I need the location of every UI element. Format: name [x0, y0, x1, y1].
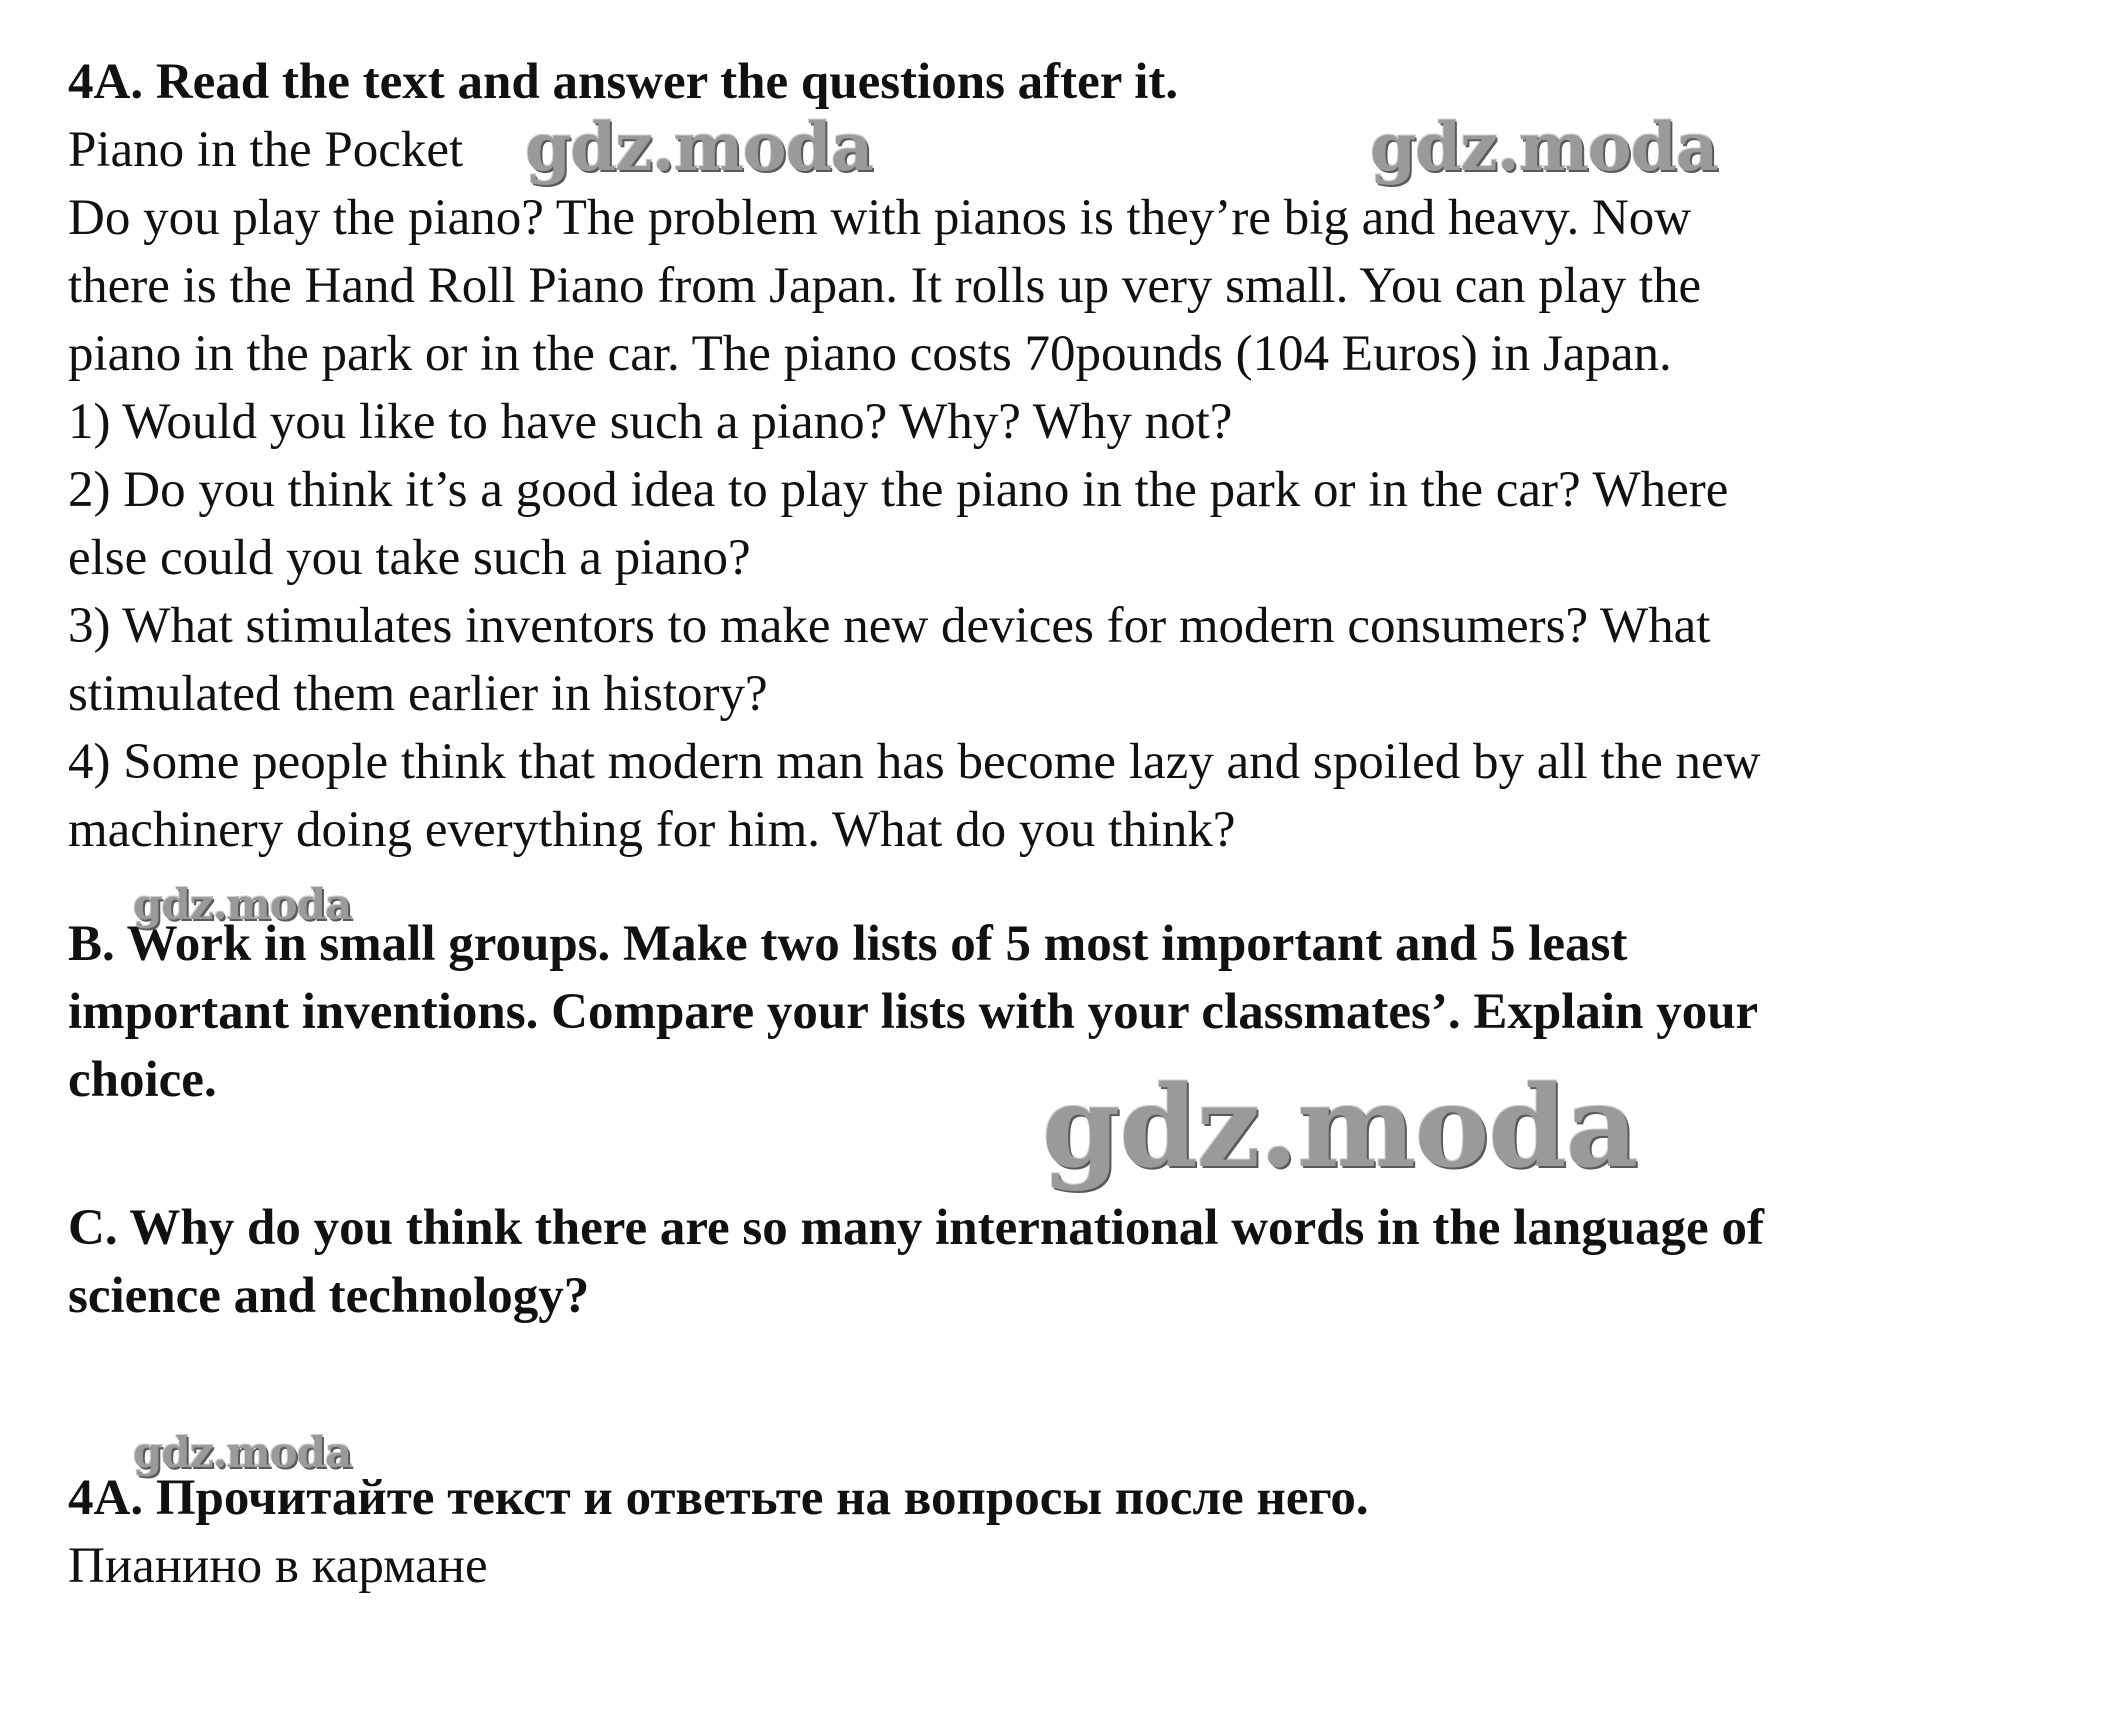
section-b-task [68, 910, 2078, 1114]
paragraph-line: there is the Hand Roll Piano from Japan. It rolls up very small. You can play the [68, 258, 1702, 314]
question-line: 3) What stimulates inventors to make new devices for modern consumers? What [68, 598, 1711, 654]
section-c-task [68, 1194, 2078, 1330]
section-b-line: important inventions. Compare your lists with your classmates’. Explain your [68, 984, 1759, 1040]
watermark-logo: gdz.moda [133, 880, 352, 929]
watermark-logo: gdz.moda [1370, 108, 1718, 186]
text-title: Piano in the Pocket [68, 122, 464, 178]
watermark-logo: gdz.moda [1042, 1062, 1638, 1193]
text-paragraph [68, 184, 2078, 388]
question-line: 4) Some people think that modern man has become lazy and spoiled by all the new [68, 734, 1761, 790]
question-line: 1) Would you like to have such a piano? Why? Why not? [68, 394, 1233, 450]
spacer [68, 1154, 2078, 1194]
section-b-line: B. Work in small groups. Make two lists of 5 most important and 5 least [68, 916, 1628, 972]
question-line: machinery doing everything for him. What do you think? [68, 802, 1236, 858]
section-4a-ru-heading: 4A. Прочитайте текст и ответьте на вопросы после него. [68, 1470, 1369, 1526]
paragraph-line: Do you play the piano? The problem with pianos is they’re big and heavy. Now [68, 190, 1692, 246]
question-line: stimulated them earlier in history? [68, 666, 768, 722]
text-title-ru: Пианино в кармане [68, 1538, 488, 1594]
section-b-line: choice. [68, 1052, 217, 1108]
spacer [68, 1330, 2078, 1464]
section-c-line: C. Why do you think there are so many international words in the language of [68, 1200, 1764, 1256]
section-4a-heading: 4A. Read the text and answer the questions after it. [68, 54, 1179, 110]
spacer [68, 864, 2078, 910]
watermark-logo: gdz.moda [525, 108, 873, 186]
question-list [68, 388, 2078, 864]
question-line: 2) Do you think it’s a good idea to play the piano in the park or in the car? Where [68, 462, 1729, 518]
section-c-line: science and technology? [68, 1268, 590, 1324]
spacer [68, 1114, 2078, 1154]
paragraph-line: piano in the park or in the car. The piano costs 70pounds (104 Euros) in Japan. [68, 326, 1672, 382]
question-line: else could you take such a piano? [68, 530, 751, 586]
document-page [68, 48, 2078, 1600]
watermark-logo: gdz.moda [133, 1428, 352, 1477]
